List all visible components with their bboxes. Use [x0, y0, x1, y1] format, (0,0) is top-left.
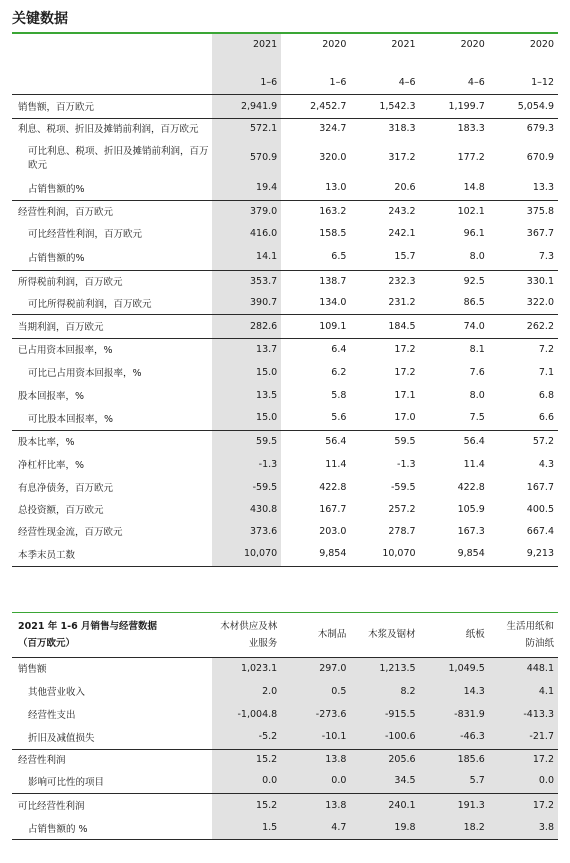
cell-value: 6.8 — [538, 389, 554, 401]
header-years-row — [12, 34, 558, 54]
table-row — [12, 793, 558, 817]
cell-value: 0.0 — [212, 769, 281, 793]
row-label: 可比经营性利润 — [12, 793, 212, 817]
col-header-line2: 纸板 — [465, 629, 485, 641]
cell-value: 0.0 — [489, 769, 558, 793]
cell-value: 109.1 — [281, 314, 350, 338]
table-row — [12, 498, 558, 520]
segment-table-wrap — [12, 612, 558, 840]
cell-value: -915.5 — [350, 703, 419, 725]
cell-value: 167.7 — [526, 481, 554, 493]
cell-value: 1,542.3 — [379, 100, 416, 112]
segment-title-line1: 2021 年 1-6 月销售与经营数据 — [18, 620, 158, 632]
row-label: 可比已占用资本回报率，% — [28, 368, 142, 379]
cell-value: 57.2 — [489, 430, 558, 452]
table-row — [12, 430, 558, 452]
header-year: 2021 — [391, 38, 416, 50]
cell-value: 4.7 — [281, 817, 350, 839]
cell-value: 11.4 — [463, 458, 485, 470]
cell-value: 5,054.9 — [517, 100, 554, 112]
cell-value: 2.0 — [212, 679, 281, 703]
cell-value: 9,854 — [420, 542, 489, 566]
cell-value: 13.0 — [325, 182, 347, 194]
cell-value: 1,023.1 — [212, 657, 281, 679]
table-row — [12, 476, 558, 498]
cell-value: 34.5 — [350, 769, 419, 793]
cell-value: 6.2 — [331, 366, 347, 378]
row-label: 已占用资本回报率，% — [12, 338, 212, 360]
cell-value: 183.3 — [420, 118, 489, 138]
cell-value: 17.1 — [394, 389, 416, 401]
cell-value: 19.4 — [212, 176, 281, 200]
cell-value: -10.1 — [281, 725, 350, 749]
cell-value: 15.2 — [212, 793, 281, 817]
cell-value: 6.6 — [538, 412, 554, 424]
cell-value: 9,213 — [489, 542, 558, 566]
cell-value: 257.2 — [388, 503, 416, 515]
cell-value: 422.8 — [457, 481, 485, 493]
row-label: 利息、税项、折旧及摊销前利润，百万欧元 — [12, 118, 212, 138]
cell-value: 15.0 — [212, 406, 281, 430]
cell-value: 15.2 — [212, 749, 281, 769]
cell-value: 7.3 — [538, 251, 554, 263]
table-row — [12, 817, 558, 839]
segment-table-title — [12, 613, 212, 657]
cell-value: 6.5 — [331, 251, 347, 263]
cell-value: 330.1 — [489, 270, 558, 292]
row-label: 影响可比性的项目 — [28, 776, 105, 788]
table-row — [12, 244, 558, 270]
cell-value: 375.8 — [489, 200, 558, 222]
cell-value: 8.1 — [420, 338, 489, 360]
cell-value: 17.2 — [350, 338, 419, 360]
row-label: 经营性支出 — [28, 710, 76, 721]
row-label: 占销售额的% — [28, 252, 85, 264]
cell-value: -1.3 — [212, 452, 281, 476]
header-period: 4–6 — [420, 54, 489, 94]
cell-value: 13.5 — [212, 384, 281, 406]
header-period: 1–12 — [489, 54, 558, 94]
cell-value: 8.0 — [469, 389, 485, 401]
segment-table — [12, 613, 558, 840]
cell-value: -21.7 — [489, 725, 558, 749]
row-label: 所得税前利润，百万欧元 — [12, 270, 212, 292]
cell-value: 282.6 — [212, 314, 281, 338]
cell-value: 322.0 — [526, 297, 554, 309]
cell-value: 231.2 — [388, 297, 416, 309]
row-label: 股本比率，% — [12, 430, 212, 452]
segment-col-header — [212, 613, 281, 657]
row-label: 经营性利润 — [12, 749, 212, 769]
header-blank — [12, 34, 212, 54]
cell-value: 163.2 — [281, 200, 350, 222]
cell-value: -273.6 — [281, 703, 350, 725]
cell-value: 205.6 — [350, 749, 419, 769]
cell-value: 1.5 — [212, 817, 281, 839]
header-period: 4–6 — [350, 54, 419, 94]
cell-value: 448.1 — [489, 657, 558, 679]
key-data-body — [12, 94, 558, 566]
cell-value: 14.1 — [212, 244, 281, 270]
cell-value: 10,070 — [350, 542, 419, 566]
cell-value: 667.4 — [526, 525, 554, 537]
cell-value: 9,854 — [281, 542, 350, 566]
cell-value: 400.5 — [526, 503, 554, 515]
segment-col-header — [350, 613, 419, 657]
cell-value: -59.5 — [390, 481, 416, 493]
cell-value: 240.1 — [350, 793, 419, 817]
table-row — [12, 200, 558, 222]
header-year: 2020 — [529, 38, 554, 50]
table-row — [12, 384, 558, 406]
header-period: 1–6 — [212, 54, 281, 94]
table-row — [12, 520, 558, 542]
cell-value: 7.2 — [489, 338, 558, 360]
table-row — [12, 222, 558, 244]
cell-value: 0.5 — [281, 679, 350, 703]
col-header-line2: 业服务 — [248, 637, 278, 649]
cell-value: 2,452.7 — [310, 100, 347, 112]
cell-value: 177.2 — [457, 151, 485, 163]
cell-value: 7.1 — [538, 366, 554, 378]
cell-value: 1,199.7 — [448, 100, 485, 112]
table-row — [12, 292, 558, 314]
row-label: 有息净债务，百万欧元 — [18, 483, 114, 494]
row-label: 股本回报率，% — [18, 391, 85, 402]
cell-value: -1.3 — [397, 458, 416, 470]
cell-value: 19.8 — [350, 817, 419, 839]
cell-value: 17.2 — [489, 793, 558, 817]
cell-value: 430.8 — [212, 498, 281, 520]
table-row — [12, 679, 558, 703]
cell-value: 8.2 — [350, 679, 419, 703]
header-year: 2020 — [460, 38, 485, 50]
row-label: 销售额，百万欧元 — [18, 102, 95, 113]
cell-value: 11.4 — [325, 458, 347, 470]
cell-value: 278.7 — [388, 525, 416, 537]
cell-value: 1,049.5 — [420, 657, 489, 679]
header-periods-row — [12, 54, 558, 94]
cell-value: 13.8 — [281, 749, 350, 769]
cell-value: 373.6 — [212, 520, 281, 542]
table-row — [12, 314, 558, 338]
cell-value: 320.0 — [319, 151, 347, 163]
row-label: 销售额 — [12, 657, 212, 679]
table-row — [12, 406, 558, 430]
header-blank — [12, 54, 212, 94]
cell-value: 138.7 — [281, 270, 350, 292]
cell-value: -100.6 — [350, 725, 419, 749]
cell-value: 8.0 — [469, 251, 485, 263]
table-row — [12, 176, 558, 200]
row-label: 可比经营性利润，百万欧元 — [28, 229, 143, 240]
cell-value: -413.3 — [489, 703, 558, 725]
cell-value: 416.0 — [212, 222, 281, 244]
cell-value: 5.7 — [420, 769, 489, 793]
cell-value: 243.2 — [350, 200, 419, 222]
cell-value: 367.7 — [526, 227, 554, 239]
segment-title-line2: （百万欧元） — [18, 637, 76, 649]
table-row — [12, 94, 558, 118]
key-data-table-wrap — [12, 32, 558, 567]
segment-col-header — [420, 613, 489, 657]
cell-value: 7.6 — [469, 366, 485, 378]
cell-value: 14.3 — [420, 679, 489, 703]
table-row — [12, 118, 558, 138]
cell-value: 17.2 — [394, 366, 416, 378]
row-label: 可比利息、税项、折旧及摊销前利润，百万欧元 — [28, 146, 209, 171]
cell-value: 297.0 — [281, 657, 350, 679]
cell-value: 232.3 — [350, 270, 419, 292]
table-row — [12, 452, 558, 476]
cell-value: 191.3 — [420, 793, 489, 817]
cell-value: -1,004.8 — [212, 703, 281, 725]
cell-value: 102.1 — [420, 200, 489, 222]
cell-value: 13.8 — [281, 793, 350, 817]
cell-value: -831.9 — [420, 703, 489, 725]
cell-value: 167.3 — [457, 525, 485, 537]
table-row — [12, 703, 558, 725]
cell-value: 17.2 — [489, 749, 558, 769]
header-period: 1–6 — [281, 54, 350, 94]
page-title: 关键数据 — [12, 11, 68, 27]
cell-value: 158.5 — [319, 227, 347, 239]
row-label: 净杠杆比率，% — [18, 460, 85, 471]
cell-value: 5.6 — [331, 412, 347, 424]
segment-header-row — [12, 613, 558, 657]
table-row — [12, 769, 558, 793]
cell-value: 670.9 — [526, 151, 554, 163]
cell-value: 379.0 — [212, 200, 281, 222]
table-row — [12, 657, 558, 679]
cell-value: 56.4 — [420, 430, 489, 452]
cell-value: 20.6 — [394, 182, 416, 194]
cell-value: 570.9 — [212, 138, 281, 176]
cell-value: 167.7 — [319, 503, 347, 515]
cell-value: 203.0 — [319, 525, 347, 537]
table-row — [12, 270, 558, 292]
row-label: 本季末员工数 — [12, 542, 212, 566]
cell-value: 422.8 — [319, 481, 347, 493]
row-label: 占销售额的 % — [12, 817, 212, 839]
key-data-table — [12, 34, 558, 567]
segment-col-header — [489, 613, 558, 657]
cell-value: 18.2 — [420, 817, 489, 839]
cell-value: 3.8 — [489, 817, 558, 839]
cell-value: 59.5 — [350, 430, 419, 452]
header-year: 2020 — [322, 38, 347, 50]
cell-value: 59.5 — [212, 430, 281, 452]
cell-value: 14.8 — [463, 182, 485, 194]
table-row — [12, 542, 558, 566]
row-label: 折旧及减值损失 — [28, 732, 95, 744]
cell-value: 2,941.9 — [212, 94, 281, 118]
table-row — [12, 725, 558, 749]
cell-value: 0.0 — [281, 769, 350, 793]
cell-value: 10,070 — [212, 542, 281, 566]
col-header-line1: 生活用纸和 — [506, 620, 554, 632]
table-row — [12, 749, 558, 769]
cell-value: 324.7 — [281, 118, 350, 138]
cell-value: 679.3 — [489, 118, 558, 138]
cell-value: -46.3 — [420, 725, 489, 749]
row-label: 占销售额的% — [28, 183, 85, 195]
cell-value: 184.5 — [350, 314, 419, 338]
cell-value: 5.8 — [331, 389, 347, 401]
cell-value: 318.3 — [350, 118, 419, 138]
table-row — [12, 338, 558, 360]
cell-value: 13.3 — [532, 182, 554, 194]
cell-value: 96.1 — [463, 227, 485, 239]
cell-value: 262.2 — [489, 314, 558, 338]
cell-value: 15.7 — [394, 251, 416, 263]
col-header-line2: 防油纸 — [525, 637, 554, 649]
header-year: 2021 — [212, 34, 281, 54]
cell-value: 4.3 — [538, 458, 554, 470]
table-row — [12, 360, 558, 384]
cell-value: 74.0 — [420, 314, 489, 338]
cell-value: 4.1 — [489, 679, 558, 703]
table-row — [12, 138, 558, 176]
cell-value: 6.4 — [281, 338, 350, 360]
row-label: 总投资额，百万欧元 — [18, 505, 104, 516]
cell-value: 317.2 — [388, 151, 416, 163]
cell-value: 242.1 — [388, 227, 416, 239]
row-label: 当期利润，百万欧元 — [12, 314, 212, 338]
cell-value: 7.5 — [469, 412, 485, 424]
segment-col-header — [281, 613, 350, 657]
cell-value: 86.5 — [463, 297, 485, 309]
cell-value: 92.5 — [420, 270, 489, 292]
row-label: 经营性现金流，百万欧元 — [18, 527, 123, 538]
col-header-line1: 木材供应及林 — [220, 620, 278, 632]
cell-value: 105.9 — [457, 503, 485, 515]
col-header-line2: 木浆及锯材 — [368, 629, 416, 641]
row-label: 可比股本回报率，% — [28, 413, 114, 425]
cell-value: 1,213.5 — [350, 657, 419, 679]
cell-value: 13.7 — [212, 338, 281, 360]
cell-value: 390.7 — [212, 292, 281, 314]
cell-value: 17.0 — [394, 412, 416, 424]
row-label: 经营性利润，百万欧元 — [12, 200, 212, 222]
row-label: 其他营业收入 — [28, 687, 86, 698]
cell-value: 56.4 — [281, 430, 350, 452]
segment-body — [12, 657, 558, 839]
cell-value: -59.5 — [212, 476, 281, 498]
cell-value: 572.1 — [212, 118, 281, 138]
cell-value: 134.0 — [319, 297, 347, 309]
col-header-line2: 木制品 — [317, 629, 347, 641]
cell-value: 185.6 — [420, 749, 489, 769]
row-label: 可比所得税前利润，百万欧元 — [28, 298, 152, 310]
cell-value: 353.7 — [212, 270, 281, 292]
cell-value: 15.0 — [212, 360, 281, 384]
cell-value: -5.2 — [212, 725, 281, 749]
